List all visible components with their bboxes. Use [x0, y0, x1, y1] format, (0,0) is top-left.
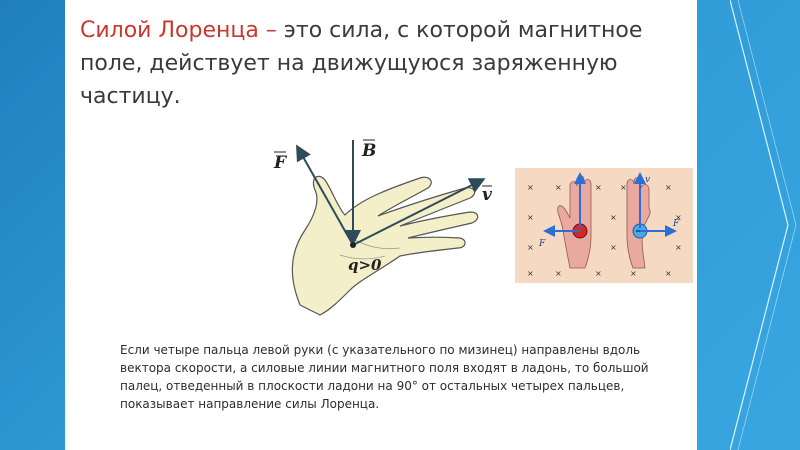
- left-mini-hand: [558, 176, 591, 269]
- svg-text:×: ×: [665, 183, 672, 192]
- svg-text:×: ×: [595, 183, 602, 192]
- svg-text:×: ×: [555, 269, 562, 278]
- hands-in-field-diagram: [515, 168, 693, 283]
- slide-title: [80, 14, 680, 113]
- rule-description: Если четыре пальца левой руки (с указательного по мизинец) направлены вдоль вектора скорости, а силовые линии магнитного поля входят в ладонь, то большой палец, отведенный в плоскости ладони на 90° от остальных четырех пальцев, показывает направление силы Лоренца.: [120, 343, 649, 411]
- charge-label: q>0: [348, 256, 382, 274]
- svg-text:×: ×: [675, 243, 682, 252]
- right-velocity-label: v: [645, 175, 651, 185]
- svg-text:×: ×: [675, 213, 682, 222]
- field-label: B: [362, 141, 377, 161]
- svg-text:×: ×: [620, 183, 627, 192]
- right-force-label: F: [673, 219, 680, 229]
- svg-text:×: ×: [527, 183, 534, 192]
- title-accent: Силой Лоренца –: [80, 18, 277, 43]
- svg-text:×: ×: [527, 213, 534, 222]
- svg-text:×: ×: [665, 269, 672, 278]
- hands-in-field-figure: [515, 168, 693, 283]
- left-force-label: F: [539, 239, 546, 249]
- svg-text:×: ×: [610, 243, 617, 252]
- svg-text:×: ×: [555, 183, 562, 192]
- right-mini-hand: [627, 178, 650, 269]
- decorative-chevron-lines: [730, 0, 800, 450]
- title-text: это сила, с которой магнитное поле, действует на движущуюся заряженную частицу.: [80, 18, 643, 109]
- velocity-label: v: [482, 185, 492, 205]
- svg-text:×: ×: [527, 269, 534, 278]
- svg-text:×: ×: [630, 269, 637, 278]
- svg-text:×: ×: [610, 213, 617, 222]
- left-hand-rule-figure: [260, 120, 510, 320]
- force-label: F: [274, 153, 287, 173]
- charge-dot: [350, 242, 356, 248]
- svg-text:×: ×: [527, 243, 534, 252]
- svg-text:×: ×: [595, 269, 602, 278]
